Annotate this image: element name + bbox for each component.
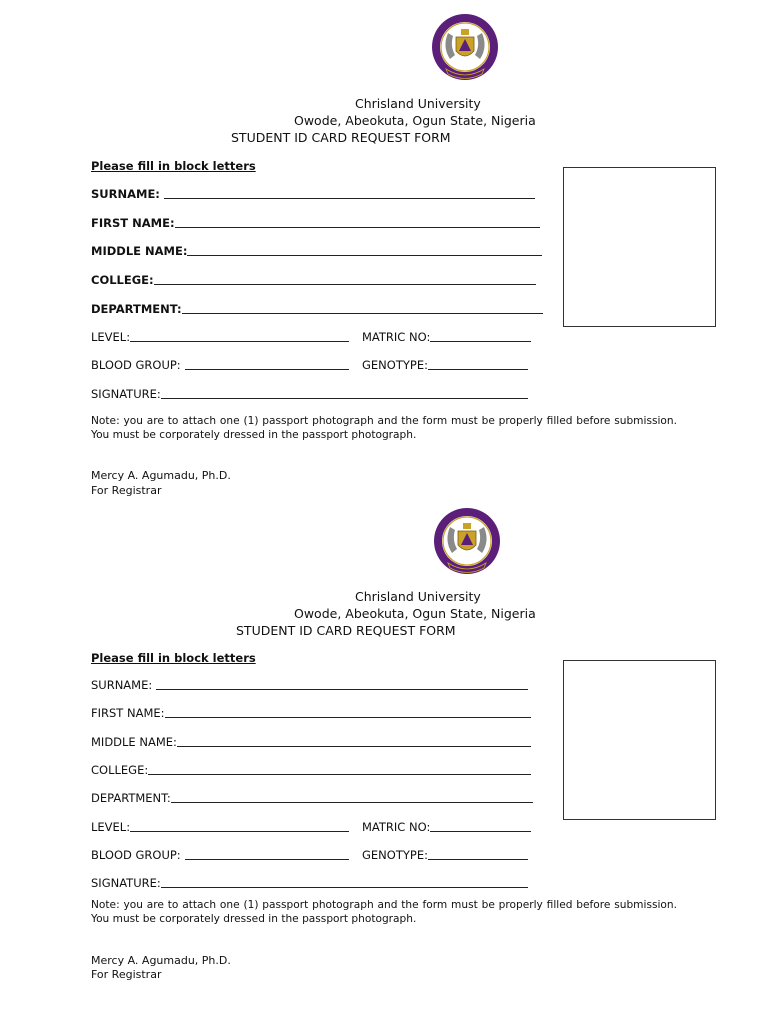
- passport-photo-box[interactable]: [563, 660, 716, 820]
- signatory-name: Mercy A. Agumadu, Ph.D.: [91, 954, 231, 967]
- blood-group-line[interactable]: [185, 859, 349, 860]
- first-name-field[interactable]: [91, 706, 531, 720]
- middle-name-label: MIDDLE NAME:: [91, 244, 188, 258]
- matric-label: MATRIC NO:: [362, 820, 431, 834]
- college-label: COLLEGE:: [91, 273, 154, 287]
- middle-name-line[interactable]: [177, 746, 531, 747]
- signatory-role: For Registrar: [91, 968, 162, 981]
- department-label: DEPARTMENT:: [91, 302, 182, 316]
- signature-line[interactable]: [161, 887, 528, 888]
- genotype-label: GENOTYPE:: [362, 358, 428, 372]
- form-title: STUDENT ID CARD REQUEST FORM: [231, 130, 451, 145]
- university-address: Owode, Abeokuta, Ogun State, Nigeria: [294, 606, 536, 621]
- signature-label: SIGNATURE:: [91, 387, 161, 401]
- middle-name-label: MIDDLE NAME:: [91, 735, 177, 749]
- signature-label: SIGNATURE:: [91, 876, 161, 890]
- surname-field[interactable]: [91, 678, 528, 692]
- genotype-field[interactable]: [362, 848, 528, 862]
- first-name-label: FIRST NAME:: [91, 706, 165, 720]
- matric-label: MATRIC NO:: [362, 330, 431, 344]
- surname-line[interactable]: [156, 689, 528, 690]
- department-field[interactable]: [91, 791, 533, 805]
- college-label: COLLEGE:: [91, 763, 149, 777]
- university-name: Chrisland University: [355, 96, 481, 111]
- genotype-line[interactable]: [428, 859, 528, 860]
- genotype-label: GENOTYPE:: [362, 848, 428, 862]
- surname-label: SURNAME:: [91, 678, 153, 692]
- level-line[interactable]: [130, 831, 349, 832]
- college-line[interactable]: [148, 774, 531, 775]
- signatory-role: For Registrar: [91, 484, 162, 497]
- blood-group-label: BLOOD GROUP:: [91, 848, 181, 862]
- university-address: Owode, Abeokuta, Ogun State, Nigeria: [294, 113, 536, 128]
- instruction-text: Please fill in block letters: [91, 159, 256, 173]
- form-title: STUDENT ID CARD REQUEST FORM: [236, 623, 456, 638]
- blood-group-field[interactable]: [91, 848, 349, 862]
- blood-group-label: BLOOD GROUP:: [91, 358, 181, 372]
- middle-name-field[interactable]: [91, 735, 531, 749]
- note-text: Note: you are to attach one (1) passport photograph and the form must be properly filled before submission. You must be corporately dressed in the passport photograph.: [91, 415, 677, 441]
- signature-field[interactable]: [91, 876, 528, 890]
- department-line[interactable]: [171, 802, 533, 803]
- level-label: LEVEL:: [91, 330, 131, 344]
- level-field[interactable]: [91, 820, 349, 834]
- university-name: Chrisland University: [355, 589, 481, 604]
- surname-label: SURNAME:: [91, 187, 160, 201]
- matric-field[interactable]: [362, 820, 531, 834]
- instruction-text: Please fill in block letters: [91, 651, 256, 665]
- department-label: DEPARTMENT:: [91, 791, 171, 805]
- first-name-label: FIRST NAME:: [91, 216, 175, 230]
- note-text: Note: you are to attach one (1) passport photograph and the form must be properly filled before submission. You must be corporately dressed in the passport photograph.: [91, 899, 677, 925]
- signatory-name: Mercy A. Agumadu, Ph.D.: [91, 469, 231, 482]
- matric-line[interactable]: [430, 831, 531, 832]
- college-field[interactable]: [91, 763, 531, 777]
- first-name-line[interactable]: [165, 717, 531, 718]
- level-label: LEVEL:: [91, 820, 131, 834]
- university-crest-icon: [430, 505, 504, 579]
